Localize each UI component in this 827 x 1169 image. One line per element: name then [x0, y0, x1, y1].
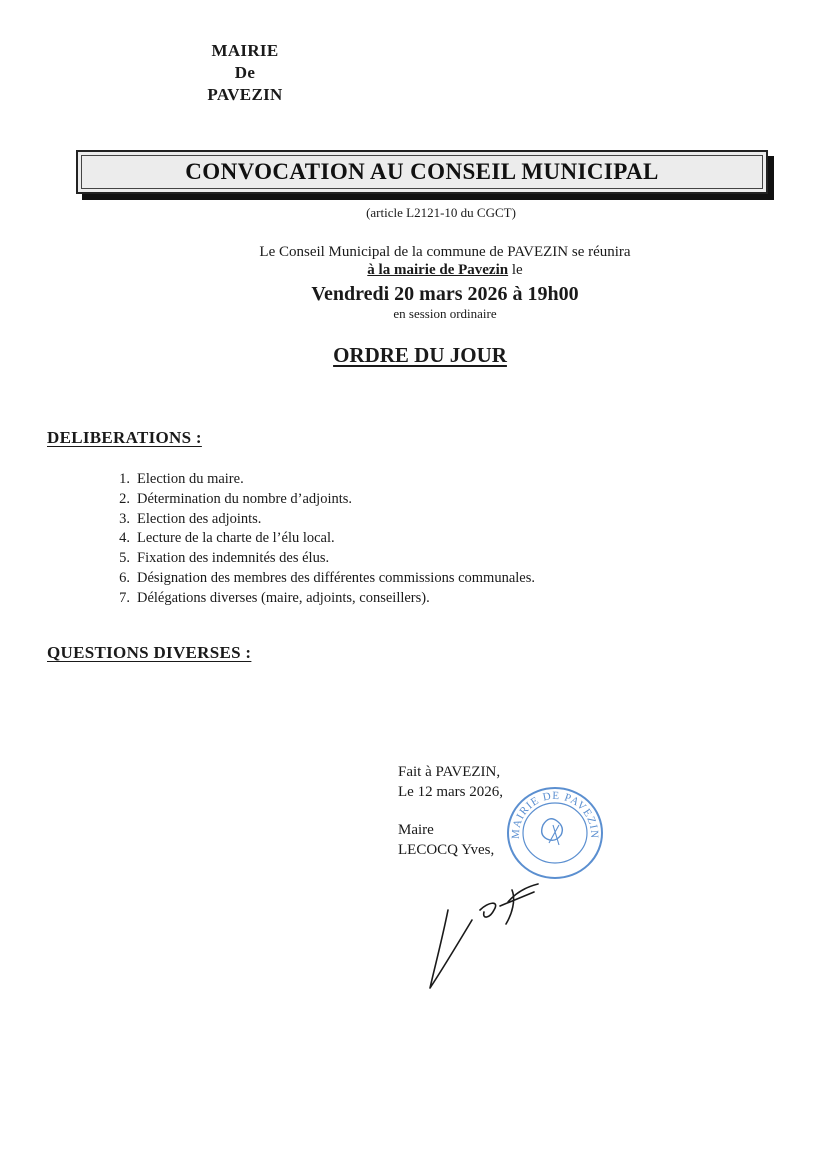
- stamp-text: MAIRIE DE PAVEZIN: [509, 789, 601, 840]
- agenda-item-number: 2.: [119, 490, 130, 507]
- session-type: en session ordinaire: [393, 306, 497, 321]
- mayor-signature: [420, 880, 560, 995]
- agenda-item-number: 6.: [119, 569, 130, 586]
- agenda-item-text: Lecture de la charte de l’élu local.: [137, 530, 335, 547]
- agenda-item-number: 7.: [119, 589, 130, 606]
- title-banner: [76, 150, 768, 194]
- agenda-title: ORDRE DU JOUR: [333, 343, 507, 367]
- agenda-item-text: Election des adjoints.: [137, 510, 262, 527]
- agenda-item: [100, 470, 535, 490]
- legal-reference: (article L2121-10 du CGCT): [366, 205, 516, 220]
- intro-paragraph: [0, 243, 827, 279]
- deliberations-heading: DELIBERATIONS :: [47, 428, 202, 447]
- agenda-item: [100, 569, 535, 589]
- header-line-de: De: [234, 63, 256, 82]
- mairie-stamp: [503, 783, 607, 883]
- signoff-place: Fait à PAVEZIN,: [398, 764, 501, 780]
- questions-heading: QUESTIONS DIVERSES :: [47, 643, 252, 662]
- agenda-item-number: 4.: [119, 530, 130, 547]
- agenda-item: [100, 510, 535, 530]
- agenda-item: [100, 549, 535, 569]
- meeting-location: à la mairie de Pavezin: [367, 262, 509, 278]
- agenda-item-number: 5.: [119, 550, 130, 567]
- header-line-commune: PAVEZIN: [207, 85, 283, 104]
- agenda-item-number: 3.: [119, 510, 130, 527]
- header-line-mairie: MAIRIE: [211, 41, 279, 60]
- signoff-name: LECOCQ Yves,: [398, 842, 495, 858]
- agenda-item: [100, 529, 535, 549]
- agenda-item: [100, 490, 535, 510]
- signoff-block: [398, 762, 503, 860]
- signoff-date: Le 12 mars 2026,: [398, 784, 503, 800]
- agenda-item-number: 1.: [119, 471, 130, 487]
- document-title: CONVOCATION AU CONSEIL MUNICIPAL: [185, 159, 659, 184]
- meeting-date: Vendredi 20 mars 2026 à 19h00: [311, 283, 579, 305]
- agenda-item-text: Délégations diverses (maire, adjoints, conseillers).: [137, 589, 430, 606]
- signoff-role: Maire: [398, 822, 434, 838]
- agenda-item-text: Désignation des membres des différentes commissions communales.: [137, 569, 535, 586]
- agenda-item-text: Fixation des indemnités des élus.: [137, 550, 330, 567]
- intro-line: Le Conseil Municipal de la commune de PAVEZIN se réunira: [259, 244, 631, 260]
- agenda-item: [100, 589, 535, 609]
- agenda-item-text: Election du maire.: [137, 471, 244, 487]
- deliberations-list: [100, 470, 535, 609]
- mairie-header: [170, 40, 320, 106]
- agenda-item-text: Détermination du nombre d’adjoints.: [137, 490, 353, 507]
- intro-location-line: [0, 261, 827, 279]
- location-suffix: le: [508, 262, 523, 278]
